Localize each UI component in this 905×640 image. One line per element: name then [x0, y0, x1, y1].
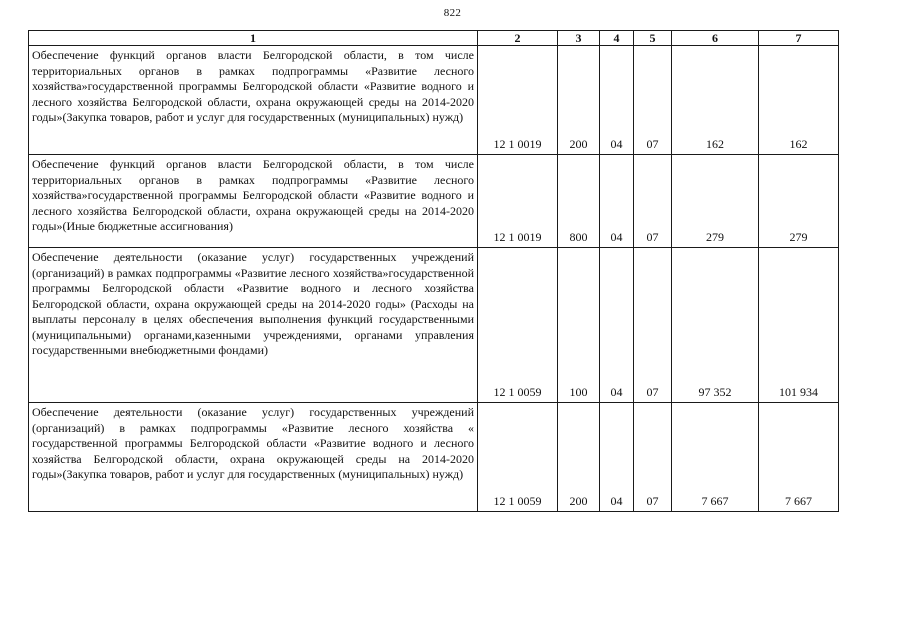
- row-section: 04: [600, 155, 634, 248]
- header-col-6: 6: [672, 31, 759, 46]
- header-col-3: 3: [558, 31, 600, 46]
- row-description: Обеспечение деятельности (оказание услуг) государственных учреждений (организаций) в рамках подпрограммы «Развитие лесного хозяйства « государственной программы Белгородской области «Развитие водного и лесного хозяйства Белгородской области, охрана окружающей среды на 2014-2020 годы»(Закупка товаров, работ и услуг для государственных (муниципальных) нужд): [29, 403, 478, 512]
- row-description: Обеспечение функций органов власти Белгородской области, в том числе территориальных органов в рамках подпрограммы «Развитие лесного хозяйства»государственной программы Белгородской области «Развитие водного и лесного хозяйства Белгородской области, охрана окружающей среды на 2014-2020 годы»(Закупка товаров, работ и услуг для государственных (муниципальных) нужд): [29, 46, 478, 155]
- header-col-2: 2: [478, 31, 558, 46]
- row-subsection: 07: [634, 155, 672, 248]
- row-amount-2: 279: [759, 155, 839, 248]
- header-col-4: 4: [600, 31, 634, 46]
- row-subsection: 07: [634, 403, 672, 512]
- row-amount-1: 97 352: [672, 248, 759, 403]
- row-section: 04: [600, 248, 634, 403]
- row-target-code: 12 1 0059: [478, 248, 558, 403]
- header-col-5: 5: [634, 31, 672, 46]
- table-row: [29, 155, 839, 248]
- row-expense-type: 200: [558, 403, 600, 512]
- header-col-1: 1: [29, 31, 478, 46]
- page-number: 822: [443, 7, 462, 19]
- row-amount-2: 7 667: [759, 403, 839, 512]
- header-col-7: 7: [759, 31, 839, 46]
- row-expense-type: 800: [558, 155, 600, 248]
- row-subsection: 07: [634, 248, 672, 403]
- row-target-code: 12 1 0059: [478, 403, 558, 512]
- row-amount-1: 7 667: [672, 403, 759, 512]
- row-amount-2: 162: [759, 46, 839, 155]
- row-description: Обеспечение функций органов власти Белгородской области, в том числе территориальных органов в рамках подпрограммы «Развитие лесного хозяйства»государственной программы Белгородской области «Развитие водного и лесного хозяйства Белгородской области, охрана окружающей среды на 2014-2020 годы»(Иные бюджетные ассигнования): [29, 155, 478, 248]
- table-row: [29, 46, 839, 155]
- row-description: Обеспечение деятельности (оказание услуг) государственных учреждений (организаций) в рамках подпрограммы «Развитие лесного хозяйства»государственной программы Белгородской области «Развитие водного и лесного хозяйства Белгородской области, охрана окружающей среды на 2014-2020 годы» (Расходы на выплаты персоналу в целях обеспечения выполнения функций государственными (муниципальными) органами,казенными учреждениями, органами управления государственными внебюджетными фондами): [29, 248, 478, 403]
- row-target-code: 12 1 0019: [478, 155, 558, 248]
- table-row: [29, 248, 839, 403]
- row-expense-type: 100: [558, 248, 600, 403]
- budget-table: [28, 30, 839, 512]
- table-row: [29, 403, 839, 512]
- row-section: 04: [600, 46, 634, 155]
- row-amount-1: 279: [672, 155, 759, 248]
- row-amount-1: 162: [672, 46, 759, 155]
- row-section: 04: [600, 403, 634, 512]
- row-amount-2: 101 934: [759, 248, 839, 403]
- header-row: [29, 31, 839, 46]
- row-subsection: 07: [634, 46, 672, 155]
- row-target-code: 12 1 0019: [478, 46, 558, 155]
- row-expense-type: 200: [558, 46, 600, 155]
